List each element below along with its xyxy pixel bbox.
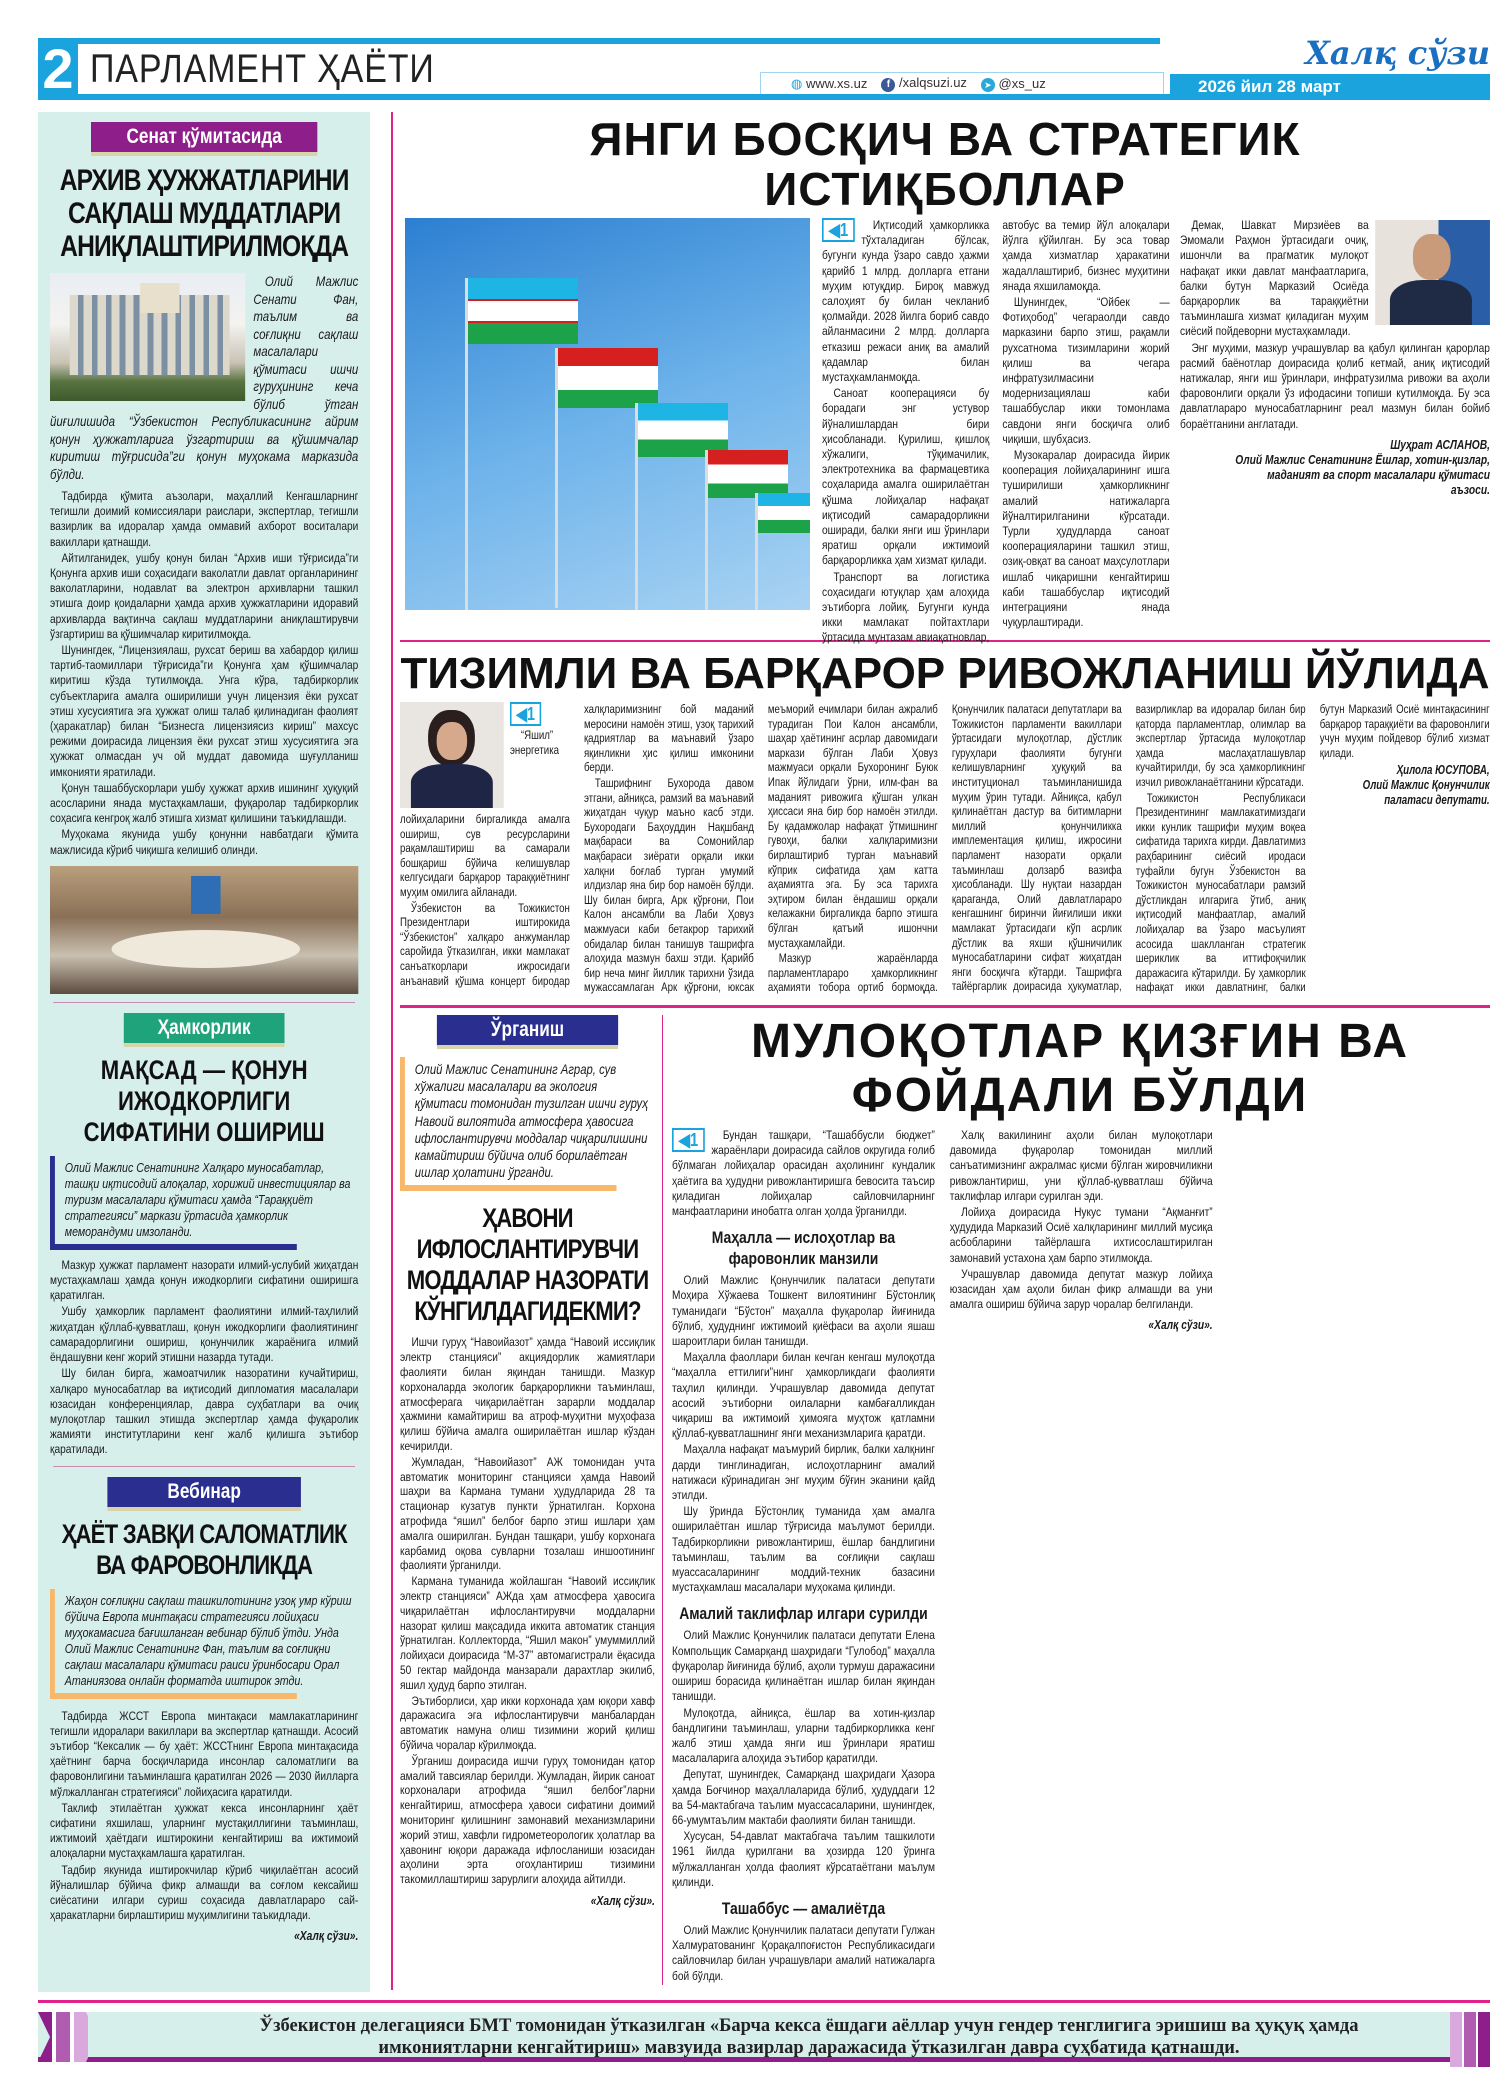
- paragraph: Халқ вакилининг аҳоли билан мулоқотлари давомида фуқаролар томонидан миллий санъатимизнинг ажралмас қисми бўлган жировчиликни ривожлантириш, уни қўллаб-қувватлаш бўйича таклифлар илгари сурилган эди.: [949, 1128, 1213, 1203]
- continued-arrow-icon: ◀1: [822, 218, 855, 242]
- paragraph: Шу ўринда Бўстонлиқ туманида ҳам амалга оширилаётган ишлар тўғрисида маълумот берилди. Тадбиркорликни ривожлантириш, ёшлар бандлигини таъминлаш, таълим ва соғлиқни сақлаш муассасаларининг моддий-техник базасини мустаҳкамлаш масалалари муҳокама қилинди.: [672, 1504, 935, 1595]
- paragraph: Ушбу ҳамкорлик парламент фаолиятини илмий-таҳлилий жиҳатдан қўллаб-қувватлаш, қонун ижодкорлиги фаолиятининг самарадорлигини ошириш, қонунчилик жараёнига илмий ёндашувни кенг жорий этишни назарда тутади.: [50, 1304, 359, 1365]
- banner-end-bars: [1450, 2012, 1490, 2067]
- paragraph: Демак, Шавкат Мирзиёев ва Эмомали Раҳмон ўртасидаги очиқ, ишончли ва прагматик мулоқот нафақат икки давлат манфаатларига, балки бутун Марказий Осиёда барқарорлик ва тараққиётни таъминлашга хизмат қиладиган муҳим сиёсий пойдеворни мустаҳкамлади.: [1180, 218, 1369, 339]
- kicker-webinar: Вебинар: [107, 1477, 301, 1507]
- sidebar-content: [50, 122, 358, 1944]
- paragraph-list: [50, 489, 358, 858]
- webinar-article: [50, 1477, 358, 1945]
- paragraph: Эътиборлиси, ҳар икки корхонада ҳам юқори хавф даражасига эга ифлослантирувчи манбалардан автоматик намуна олиш тизимини жорий қилиш бўйича чоралар кўрилмоқда.: [400, 1693, 656, 1752]
- column-rule: [662, 1015, 663, 1985]
- author-title: Олий Мажлис Сенатининг Ёшлар, хотин-қизлар, маданият ва спорт масалалари қўмитаси аъзоси.: [1235, 452, 1490, 497]
- paragraph-list: [400, 1335, 655, 1887]
- article3-lead: Олий Мажлис Сенатининг Аграр, сув хўжалиги масалалари ва экология қўмитаси томонидан тузилган ишчи гуруҳ Навоий вилоятида атмосфера ҳавосига ифлослантирувчи моддалар чиқарилишини камайтириш бўйича олиб борилаётган ишлар ҳолатини ўрганди.: [400, 1057, 655, 1191]
- webinar-headline: ҲАЁТ ЗАВҚИ САЛОМАТЛИК ВА ФАРОВОНЛИКДА: [61, 1518, 347, 1580]
- page-number-box: [38, 38, 78, 100]
- telegram-icon: ➤: [981, 78, 995, 92]
- kicker-study: Ўрганиш: [437, 1015, 618, 1045]
- section-title: ПАРЛАМЕНТ ҲАЁТИ: [90, 47, 435, 91]
- article1-headline: ЯНГИ БОСҚИЧ ВА СТРАТЕГИК ИСТИҚБОЛЛАР: [589, 113, 1301, 215]
- article4-intro: Бундан ташқари, “Ташаббусли бюджет” жараёнлари доирасида сайлов округида ғолиб бўлмаган лойиҳалар орасидан аҳолининг кундалик ҳаётига ва ҳудудни ривожлантиришга бевосита таъсир қиладиган лойиҳалар сайловчиларнинг манфаатларини инобатга олган ҳолда ўрганилди.: [672, 1128, 935, 1219]
- divider: [53, 1002, 355, 1003]
- webinar-lead: Жаҳон соғлиқни сақлаш ташкилотининг узоқ умр кўриш бўйича Европа минтақаси стратегияси лойиҳаси муҳокамасига бағишланган вебинар бўлиб ўтди. Унда Олий Мажлис Сенатининг Фан, таълим ва соғлиқни сақлаш масалалари қўмитаси раиси ўринбосари Орал Атаниязова онлайн форматда иштирок этди.: [50, 1589, 358, 1699]
- cooperation-headline: МАҚСАД — ҚОНУН ИЖОДКОРЛИГИ СИФАТИНИ ОШИРИШ: [83, 1054, 325, 1147]
- chevron-icon: [38, 2012, 98, 2062]
- senate-headline: АРХИВ ҲУЖЖАТЛАРИНИ САҚЛАШ МУДДАТЛАРИ АНИҚЛАШТИРИЛМОҚДА: [59, 164, 349, 263]
- paragraph: Лойиҳа доирасида Нукус тумани “Ақманғит” ҳудудида Марказий Осиё халқларининг миллий мусиқа асбобларини тайёрлашга ихтисослаштирилган замонавий устахона ҳам барпо этилмоқда.: [949, 1205, 1213, 1265]
- continued-arrow-icon: ◀1: [510, 702, 541, 726]
- paragraph: Маҳалла фаоллари билан кечган кенгаш мулоқотда “маҳалла еттилиги”нинг ҳамкорликдаги фаолияти таҳлил қилинди. Учрашувлар давомида депутат асосий эътиборни оилаларни камбағалликдан чиқариш ва ижтимоий ҳимояга муҳтож қатламни қўллаб-қувватлашнинг янги механизмларига қаратди.: [672, 1350, 935, 1441]
- paragraph: Шунингдек, “Ойбек — Фотиҳобод” чегараолди савдо марказини барпо этиш, рақамли рухсатнома тизимларини жорий қилиш ва чегара инфратузилмасини модернизациялаш каби ташаббуслар икки томонлама савдони янги босқичга олиб чиқиши, шубҳасиз.: [1002, 295, 1170, 446]
- paragraph: Транспорт ва логистика соҳасидаги ютуқлар ҳам алоҳида эътиборга лойиқ. Бугунги кунда икки мамлакат пойтахтлари ўртасида мунтазам авиақатновлар, автобус ва темир йўл алоқалари йўлга қўйилган. Бу эса товар ҳамда хизматлар ҳаракатини жадаллаштириб, бизнес муҳитини янада яхшиламоқда.: [822, 218, 1170, 645]
- paragraph: Тадбир якунида иштирокчилар кўриб чиқилаётган асосий йўналишлар бўйича фикр алмашди ва соғлом кексайиш сиёсатини илгари суриш соҳасида давлатлараро сай-ҳаракатларни бирлаштириш муҳимлигини таъкидлади.: [50, 1862, 359, 1923]
- paragraph: “Яшил” энергетика лойиҳаларини биргаликда амалга ошириш, сув ресурсларини рақамлаштириш ва самарали бошқариш бўйича келишувлар келгусидаги барқарор тараққиётнинг муҳим омилига айланади.: [400, 728, 570, 899]
- bottom-rule: [38, 2000, 1490, 2003]
- paragraph-list: [50, 1258, 358, 1458]
- paragraph: Маҳалла нафақат маъмурий бирлик, балки халқнинг дарди тинглинадиган, ислоҳотларнинг амалий натижаси кўринадиган энг муҳим бўғин эканини қайд этилди.: [672, 1442, 935, 1503]
- paragraph: Ишчи гуруҳ “Навоийазот” ҳамда “Навоий иссиқлик электр станцияси” акциядорлик жамиятлари фаолияти билан яқиндан танишди. Мазкур корхоналарда экологик барқарорликни таъминлаш, атмосферага чиқарилаётган зарарли моддалар ҳажмини камайтириш ва атроф-муҳитни муҳофаза қилиш бўйича амалга оширилаётган ишлар кўздан кечирилди.: [400, 1335, 656, 1453]
- paragraph-list: [400, 702, 1490, 1002]
- kicker-senate: Сенат қўмитасида: [91, 122, 317, 152]
- news-banner: [38, 2012, 1490, 2062]
- cooperation-article: [50, 1013, 358, 1458]
- paragraph-list: [672, 1273, 935, 1595]
- paragraph: Иқтисодий ҳамкорликка тўхталадиган бўлсак, бугунги кунда ўзаро савдо ҳажми қарийб 1 млрд. долларга етгани муҳим ютуқдир. Бироқ мавжуд салоҳият бу билан чекланиб қолмайди. 2028 йилга бориб савдо айланмасини 2 млрд. долларга етказиш режаси аниқ ва амалий қадамлар билан мустаҳкамланмоқда.: [822, 218, 990, 385]
- article2-headline: ТИЗИМЛИ ВА БАРҚАРОР РИВОЖЛАНИШ ЙЎЛИДА: [400, 649, 1490, 698]
- paragraph: Муҳокама якунида ушбу қонунни навбатдаги қўмита мажлисида кўриб чиқишга келишиб олинди.: [50, 827, 359, 857]
- paragraph: Депутат, шунингдек, Самарқанд шаҳридаги Ҳазора ҳамда Боғчинор маҳаллаларида бўлиб, ҳудуддаги 12 ва 54-мактабгача таълим муассасаларини, шунингдек, 66-умумтаълим мактаби фаолияти билан танишди.: [672, 1767, 935, 1827]
- subheading-mahalla: Маҳалла — ислоҳотлар ва фаровонлик манзили: [711, 1228, 896, 1269]
- senate-article: [50, 122, 358, 994]
- flags-photo: [405, 218, 810, 610]
- globe-icon: ◍: [791, 75, 803, 91]
- column-rule: [391, 112, 393, 1990]
- paragraph: Кармана туманида жойлашган “Навоий иссиқлик электр станцияси” АЖда ҳам атмосфера ҳавосига чиқарилаётган ифлослантирувчи моддаларни назорат қилиш мақсадида иккита автоматик станция ўрнатилган. Коллекторда, “Яшил макон” умуммиллий лойиҳаси доирасида “М-37” автомагистрали ёқасида 50 гектар майдонда манзарали дарахтлар экилиб, яшил ҳудуд барпо этилган.: [400, 1574, 656, 1692]
- paragraph: Ўзбекистон ва Тожикистон Президентлари иштирокида “Ўзбекистон” халқаро анжуманлар саройида ўтказилган, икки мамлакат санъаткорлари ижросидаги анъанавий қўшма концерт биродар халқларимизнинг бой маданий меросини намоён этиш, узоқ тарихий қадриятлар ва маънавий ўзаро яқинликни ҳис қилиш имконини берди.: [400, 702, 754, 988]
- author-portrait: [1375, 220, 1490, 325]
- deputy-portrait: [400, 702, 504, 808]
- website-link[interactable]: ◍ www.xs.uz: [791, 75, 868, 91]
- kicker-cooperation: Ҳамкорлик: [124, 1013, 285, 1043]
- paragraph: Тадбирда қўмита аъзолари, маҳаллий Кенгашларнинг тегишли доимий комиссиялари раислари, экспертлар, тегишли вазирлик ва идоралар ҳамда оммавий ахборот воситалари вакиллари қатнашди.: [50, 489, 359, 549]
- meeting-photo: [50, 866, 358, 994]
- paragraph-list: [50, 1709, 358, 1924]
- banner-text: Ўзбекистон делегацияси БМТ томонидан ўтказилган «Барча кекса ёшдаги аёллар учун гендер тенглигига эришиш ва ҳуқуқ ҳамда имкониятларни кенгайтириш» мавзуида вазирлар даражасида ўтказилган давра суҳбатида қатнашди.: [259, 2016, 1359, 2058]
- divider: [53, 1466, 355, 1467]
- section-rule: [400, 1005, 1490, 1008]
- continued-arrow-icon: ◀1: [672, 1128, 705, 1152]
- cooperation-lead: Олий Мажлис Сенатининг Халқаро муносабатлар, ташқи иқтисодий алоқалар, хорижий инвестициялар ва туризм масалалари қўмитаси ҳамда “Тараққиёт стратегияси” маркази ўртасида ҳамкорлик меморандуми имзоланди.: [50, 1156, 358, 1250]
- article4-headline: МУЛОҚОТЛАР ҚИЗҒИН ВА ФОЙДАЛИ БЎЛДИ: [751, 1015, 1409, 1122]
- author-title: Олий Мажлис Қонунчилик палатаси депутати.: [1362, 778, 1490, 808]
- telegram-link[interactable]: ➤ @xs_uz: [981, 76, 1046, 92]
- paragraph: Жумладан, “Навоийазот” АЖ томонидан учта автоматик мониторинг станцияси ҳамда Навоий шаҳри ва Кармана тумани ҳудудларида 28 та стационар кузатув пункти ўрнатилган. Корхона атрофида “яшил” белбоғ барпо этиш ишлари ҳам амалга оширилган. Бундан ташқари, ушбу корхонага карбамид оқова сувларни тозалаш иншоотининг фаолияти ўрганилди.: [400, 1454, 656, 1573]
- senate-body: [50, 273, 358, 858]
- newspaper-logo: Халқ сўзи: [1305, 34, 1490, 72]
- issue-date: [1170, 74, 1490, 100]
- paragraph: Хусусан, 54-давлат мактабгача таълим ташкилоти 1961 йилда қурилгани ва ҳозирда 120 ўринга мўлжалланган ҳолда фаолият кўрсатаётгани маълум қилинди.: [672, 1829, 935, 1889]
- author-name: Ҳилола ЮСУПОВА,: [1396, 763, 1490, 778]
- source-credit: «Халқ сўзи».: [590, 1893, 656, 1908]
- paragraph: Олий Мажлис Қонунчилик палатаси депутати Елена Компольщик Самарқанд шаҳридаги “Гулобод” маҳалла фуқаролар йиғинида бўлиб, аҳоли турмуш даражасини ошириш борасида қилинаётган ишлар билан яқиндан танишди.: [672, 1628, 935, 1704]
- header-top-rule: [38, 38, 1160, 44]
- senate-building-photo: [50, 273, 245, 401]
- paragraph: Мулоқотда, айниқса, ёшлар ва хотин-қизлар бандлигини таъминлаш, уларни тадбиркорликка кенг жалб этиш ҳамда янги иш ўринлари яратиш масалаларига алоҳида эътибор қаратилди.: [672, 1705, 935, 1766]
- paragraph: Тожикистон Республикаси Президентининг мамлакатимиздаги икки кунлик ташрифи муҳим воқеа сифатида тарихга кирди. Давлатимиз раҳбарининг сиёсий иродаси туфайли бугун Ўзбекистон ва Тожикистон муносабатлари рамзий дўстликдан илгарига ўтиб, аниқ иқтисодий манфаатлар, амалий лойиҳалар ва ўзаро масъулият асосида шаклланган стратегик шериклик ва иттифоқчилик даражасига кўтарилди. Бу ҳамкорлик нафақат икки давлатнинг, балки бутун Марказий Осиё минтақасининг барқарор тараққиёти ва фаровонлиги учун муҳим пойдевор бўлиб хизмат қилади.: [1135, 702, 1490, 995]
- facebook-icon: f: [881, 78, 895, 92]
- paragraph: Мазкур жараёнларда парламентлараро ҳамкорликнинг аҳамияти тобора ортиб бормоқда. Қонунчилик палатаси депутатлари ва Тожикистон парламенти вакиллари ўртасидаги мулоқотлар, дўстлик гуруҳлари фаолияти бугунги келишувларнинг ҳуқуқий ва институционал таъминланишида муҳим ўрин тутади. Айниқса, қабул қилинаётган дастур ва битимларни миллий қонунчиликка имплементация қилиш, ижросини парламент назорати орқали таъминлаш долзарб вазифа ҳисобланади. Шу нуқтаи назардан қараганда, Олий давлатлараро кенгашнинг биринчи йиғилиши икки мамлакат ўртасидаги кўп асрлик дўстлик ва яхши қўшничилик муносабатларини сифат жиҳатдан янги босқичга кўтарди. Ташрифга тайёргарлик доирасида ҳукуматлар, вазирликлар ва идоралар билан бир қаторда парламентлар, олимлар ва экспертлар ўртасида мулоқотлар ҳамда маслаҳатлашувлар кучайтирилди, бу эса ҳамкорликнинг изчил ривожланаётганини кўрсатади.: [767, 702, 1306, 995]
- article3: [400, 1015, 655, 1909]
- author-name: Шуҳрат АСЛАНОВ,: [1390, 437, 1490, 452]
- paragraph: Ташрифнинг Бухорода давом этгани, айниқса, рамзий ва маънавий жиҳатдан чуқур маъно касб этди. Бухородаги Баҳоуддин Нақшбанд мақбараси ва Сомонийлар мақбараси зиёрати орқали икки халқни боғлаб турган умумий илдизлар яна бир бор намоён бўлди. Шу билан бирга, Арк қўрғони, Пои Калон ансамбли ва Лаби Ҳовуз мажмуаси каби бетакрор тарихий обидалар билан танишув ташрифга алоҳида мазмун бахш этди. Қарийб бир неча минг йиллик тарихни ўзида мужассамлаган Арк қўрғони, юксак меъморий ечимлари билан ажралиб турадиган Пои Калон ансамбли, шаҳар ҳаётининг асрлар давомидаги маркази бўлган Лаби Ҳовуз мажмуаси орқали Бухоронинг Буюк Ипак йўлидаги ўрни, илм-фан ва маданият ривожига қўшган улкан ҳиссаси яна бир бор намоён этилди. Бу қадамжолар нафақат ўтмишнинг гувоҳи, балки халқларимизни бирлаштириб турган маънавий кўприк сифатида ҳам катта аҳамиятга эга. Бу эса тарихга эҳтиром билан ёндашиш орқали келажакни биргаликда барпо этишга бўлган қатъий ишончни мустаҳкамлайди.: [583, 702, 938, 995]
- paragraph: Шу билан бирга, жамоатчилик назоратини кучайтириш, халқаро муносабатлар ва иқтисодий дипломатия масалалари юзасидан конференциялар, давра суҳбатлари ва очиқ мулоқотлар ташкил этишда экспертлар ҳамда фуқаролик жамияти институтларини кенг жалб қилишга эътибор қаратилади.: [50, 1366, 359, 1457]
- paragraph: Олий Мажлис Қонунчилик палатаси депутати Моҳира Хўжаева Тошкент вилоятининг Бўстонлиқ туманидаги “Бўстон” маҳалла фуқаролар йиғинида бўлиб, ҳудуднинг ижтимоий қиёфаси ва аҳоли яшаш шароитлари билан танишди.: [672, 1273, 935, 1349]
- paragraph: Таклиф этилаётган ҳужжат кекса инсонларнинг ҳаёт сифатини яхшилаш, уларнинг мустақиллигини таъминлаш, ижтимоий ҳаётдаги иштирокини кенгайтириш ва ижтимоий алоқаларни мустаҳкамлашга қаратилган.: [50, 1800, 359, 1861]
- paragraph: Учрашувлар давомида депутат мазкур лойиҳа юзасидан ҳам аҳоли билан фикр алмашди ва уни амалга ошириш бўйича зарур чоралар белгиланди.: [949, 1266, 1213, 1312]
- paragraph: Шунингдек, “Лицензиялаш, рухсат бериш ва хабардор қилиш тартиб-таомиллари тўғрисида”ги Қонунга ҳам қўшимчалар киритиш кўзда тутилмоқда. Унга кўра, тадбиркорлик субъектларига амалга оширилиши учун лицензия ёки рухсат этиш хусусиятига эга ҳужжат олиш талаб қилинадиган фаолият (ҳаракатлар) билан “Бизнесга лицензиясиз кириш” махсус режими доирасида лицензия ёки рухсат этиш хусусиятига эга ҳужжат олмасдан уч ой муддат давомида шуғулланиш имконияти яратилади.: [50, 643, 359, 779]
- senate-lead: Олий Мажлис Сенати Фан, таълим ва соғлиқни сақлаш масалалари қўмитаси ишчи гуруҳининг кеча бўлиб ўтган йиғилишида “Ўзбекистон Республикасининг айрим қонун ҳужжатларига ўзгартириш ва қўшимчалар киритиш тўғрисида”ги қонун муҳокама марказида бўлди.: [50, 273, 359, 482]
- facebook-link[interactable]: f /xalqsuzi.uz: [881, 75, 967, 92]
- article1-body-left: [822, 218, 1170, 646]
- paragraph: Тадбирда ЖССТ Европа минтақаси мамлакатларининг тегишли идоралари вакиллари ва экспертлар қатнашди. Асосий эътибор “Кексалик — бу ҳаёт: ЖССТнинг Европа минтақасида ҳаётнинг барча босқичларида инсонлар саломатлиги ва фаровонлигини таъминлашга қаратилган 2026 — 2030 йилларга мўлжалланган стратегияси” лойиҳасига қаратилди.: [50, 1708, 359, 1799]
- article3-headline: ҲАВОНИ ИФЛОСЛАНТИРУВЧИ МОДДАЛАР НАЗОРАТИ КЎНГИЛДАГИДЕКМИ?: [406, 1203, 649, 1327]
- paragraph: Музокаралар доирасида йирик кооперация лойиҳаларининг ишга туширилиши ҳамкорликнинг амалий натижаларга йўналтирилганини кўрсатади. Турли ҳудудларда саноат кооперацияларини ташкил этиш, озиқ-овқат ва саноат маҳсулотлари ишлаб чиқаришни кенгайтириш каби ташаббуслар иқтисодий интеграцияни янада чуқурлаштиради.: [1002, 448, 1170, 630]
- paragraph: Олий Мажлис Қонунчилик палатаси депутати Гулжан Халмуратованинг Қорақалпоғистон Республикасидаги сайловчилар билан учрашувлари амалий натижаларга бой бўлди.: [672, 1922, 935, 1983]
- source-credit: «Халқ сўзи».: [1148, 1318, 1213, 1333]
- paragraph: Мазкур ҳужжат парламент назорати илмий-услубий жиҳатдан мустаҳкамлаш ҳамда қонун ижодкорлиги сифатини оширишга қаратилган.: [50, 1257, 359, 1303]
- paragraph: Саноат кооперацияси бу борадаги энг устувор йўналишлардан бири ҳисобланади. Қурилиш, қишлоқ хўжалиги, тўқимачилик, электротехника ва фармацевтика соҳаларида амалга оширилаётган қўшма лойиҳалар нафақат иқтисодий самарадорликни оширади, балки янги иш ўринлари яратиш орқали ижтимоий барқарорликка ҳам хизмат қилади.: [822, 386, 990, 568]
- article1-body-right: [1180, 218, 1490, 498]
- subheading-initiative: Ташаббус — амалиётда: [721, 1898, 886, 1918]
- paragraph: Айтилганидек, ушбу қонун билан “Архив иши тўғрисида”ги Қонунга архив иши соҳасидаги ваколатли давлат органларининг ваколатларини, нодавлат ва электрон архивларни ташкил этишга доир қоидаларни ҳамда архив ҳужжатларини идоравий архивларда вақтинча сақлаш муддатларини аниқлаштирувчи ўзгартириш ва қўшимчалар киритилмоқда.: [50, 550, 359, 641]
- paragraph: Қонун ташаббускорлари ушбу ҳужжат архив ишининг ҳуқуқий асосларини янада мустаҳкамлаши, фуқаролар тадбиркорлик соҳасига кенгроқ жалб этишга хизмат қилишини таъкидлашди.: [50, 780, 359, 826]
- paragraph-list: [672, 1628, 935, 1889]
- source-credit: «Халқ сўзи».: [294, 1929, 359, 1944]
- paragraph: Ўрганиш доирасида ишчи гуруҳ томонидан қатор амалий тавсиялар берилди. Жумладан, йирик саноат корхоналари атрофида “яшил белбоғ”ларни кенгайтириш, атмосфера ҳавоси сифатини доимий мониторинг қилишнинг замонавий механизмларини жорий этиш, хавфли гидрометеорологик ҳолатлар ва ҳавонинг юқори даражада ифлосланиши юзасидан аҳолини эрта огоҳлантириш тизимини такомиллаштириш зарурлиги алоҳида айтилди.: [400, 1753, 656, 1887]
- date-text: 2026 йил 28 март: [1198, 77, 1341, 96]
- paragraph: Энг муҳими, мазкур учрашувлар ва қабул қилинган қарорлар расмий баёнотлар доирасида қолиб кетмай, аниқ иқтисодий натижалар, янги иш ўринлари, инфратузилма ривожи ва аҳоли фаровонлиги орқали ўз ифодасини топиши кутилмоқда. Бу эса давлатлараро муносабатларнинг реал мазмун билан бойиб бораётганини англатади.: [1180, 340, 1490, 431]
- page-number: 2: [42, 37, 74, 100]
- subheading-proposals: Амалий таклифлар илгари сурилди: [679, 1604, 928, 1624]
- social-links: [760, 72, 1164, 94]
- article4-body: [672, 1128, 1490, 1986]
- article2-body: [400, 702, 1490, 1002]
